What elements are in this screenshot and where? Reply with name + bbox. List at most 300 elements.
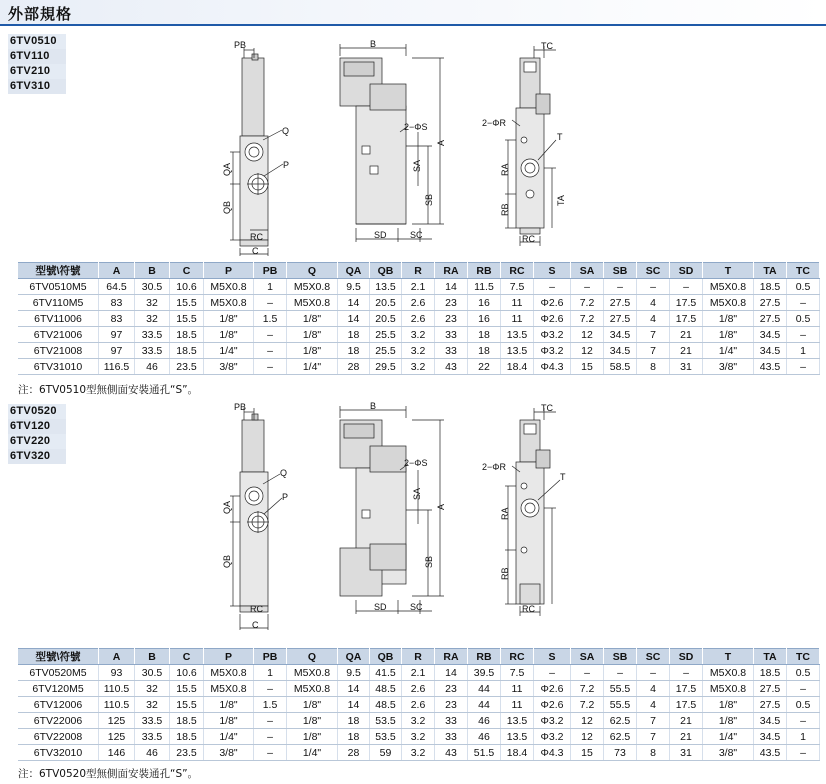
model-label: 6TV120 [8, 419, 66, 434]
column-header: P [204, 263, 254, 279]
model-cell: 6TV22008 [18, 729, 99, 745]
value-cell: 58.5 [604, 359, 637, 375]
value-cell: 17.5 [670, 681, 703, 697]
model-label: 6TV0510 [8, 34, 66, 49]
value-cell: 110.5 [99, 697, 135, 713]
value-cell: 4 [637, 311, 670, 327]
value-cell: 28 [338, 745, 370, 761]
header-divider [0, 24, 826, 26]
column-header: SC [637, 263, 670, 279]
column-header: C [170, 649, 204, 665]
value-cell: M5X0.8 [703, 295, 754, 311]
value-cell: M5X0.8 [204, 279, 254, 295]
value-cell: 15 [571, 745, 604, 761]
value-cell: 7.2 [571, 295, 604, 311]
value-cell: 11 [501, 311, 534, 327]
value-cell: 32 [135, 697, 170, 713]
model-cell: 6TV32010 [18, 745, 99, 761]
value-cell: Φ2.6 [534, 681, 571, 697]
value-cell: 29.5 [370, 359, 402, 375]
table-row [18, 665, 820, 681]
value-cell: 1/8" [287, 327, 338, 343]
value-cell: 1/8" [204, 713, 254, 729]
table-header-row [18, 649, 820, 665]
value-cell: 7 [637, 343, 670, 359]
value-cell: 62.5 [604, 729, 637, 745]
value-cell: 1/8" [287, 311, 338, 327]
value-cell: – [534, 279, 571, 295]
value-cell: 16 [468, 295, 501, 311]
value-cell: Φ3.2 [534, 729, 571, 745]
dim-label-a: A [436, 139, 446, 146]
dim-label-s: 2−ΦS [404, 122, 428, 132]
dim-label-rc: RC [250, 604, 263, 614]
value-cell: 34.5 [604, 327, 637, 343]
value-cell: 8 [637, 359, 670, 375]
value-cell: M5X0.8 [287, 665, 338, 681]
value-cell: 14 [338, 681, 370, 697]
value-cell: – [670, 665, 703, 681]
dim-label-q: Q [280, 468, 288, 478]
value-cell: 2.6 [402, 681, 435, 697]
value-cell: 32 [135, 311, 170, 327]
column-header: Q [287, 649, 338, 665]
column-header: PB [254, 263, 287, 279]
value-cell: 23 [435, 697, 468, 713]
dim-label-qb: QB [222, 200, 232, 214]
value-cell: 46 [468, 729, 501, 745]
column-header: RC [501, 263, 534, 279]
value-cell: 1/4" [287, 359, 338, 375]
value-cell: 1/8" [703, 697, 754, 713]
value-cell: 18.5 [170, 713, 204, 729]
value-cell: 73 [604, 745, 637, 761]
value-cell: M5X0.8 [703, 665, 754, 681]
column-header: QA [338, 649, 370, 665]
value-cell: 1/8" [703, 713, 754, 729]
column-header: RB [468, 263, 501, 279]
value-cell: 43 [435, 359, 468, 375]
value-cell: 18 [468, 343, 501, 359]
dim-label-b: B [370, 401, 377, 411]
value-cell: 125 [99, 713, 135, 729]
table-row [18, 311, 820, 327]
table-body [18, 279, 820, 375]
section-header [0, 0, 826, 26]
value-cell: 33.5 [135, 327, 170, 343]
value-cell: 39.5 [468, 665, 501, 681]
value-cell: 0.5 [787, 311, 820, 327]
column-header: TA [754, 649, 787, 665]
value-cell: 62.5 [604, 713, 637, 729]
model-cell: 6TV0520M5 [18, 665, 99, 681]
table-row [18, 697, 820, 713]
value-cell: 13.5 [501, 713, 534, 729]
column-header: PB [254, 649, 287, 665]
value-cell: 33 [435, 729, 468, 745]
value-cell: 8 [637, 745, 670, 761]
table-body [18, 665, 820, 761]
value-cell: 23 [435, 311, 468, 327]
coil-housing [242, 58, 264, 136]
column-header: TA [754, 263, 787, 279]
column-header: B [135, 649, 170, 665]
value-cell: 3/8" [204, 359, 254, 375]
dim-label-sa: SA [412, 487, 422, 500]
value-cell: 43.5 [754, 359, 787, 375]
value-cell: 14 [338, 311, 370, 327]
value-cell: 3.2 [402, 343, 435, 359]
value-cell: 7 [637, 729, 670, 745]
dim-label-sc: SC [410, 602, 423, 612]
value-cell: 2.1 [402, 665, 435, 681]
value-cell: 1/8" [703, 311, 754, 327]
value-cell: 20.5 [370, 311, 402, 327]
dim-label-rc-end: RC [522, 234, 535, 244]
value-cell: 7.2 [571, 697, 604, 713]
value-cell: 46 [135, 745, 170, 761]
value-cell: 64.5 [99, 279, 135, 295]
model-cell: 6TV110M5 [18, 295, 99, 311]
value-cell: 1/8" [287, 729, 338, 745]
value-cell: 20.5 [370, 295, 402, 311]
value-cell: 1/4" [703, 729, 754, 745]
table-row [18, 279, 820, 295]
value-cell: – [254, 713, 287, 729]
value-cell: 83 [99, 311, 135, 327]
page-title: 外部規格 [8, 5, 73, 23]
value-cell: 34.5 [754, 729, 787, 745]
value-cell: 17.5 [670, 311, 703, 327]
value-cell: 17.5 [670, 295, 703, 311]
value-cell: 13.5 [370, 279, 402, 295]
value-cell: 59 [370, 745, 402, 761]
value-cell: 43.5 [754, 745, 787, 761]
port-q-circle [245, 143, 263, 161]
dim-label-ra: RA [500, 507, 510, 520]
value-cell: 43 [435, 745, 468, 761]
dim-label-r: 2−ΦR [482, 462, 506, 472]
value-cell: 18 [338, 327, 370, 343]
dim-label-b: B [370, 39, 377, 49]
value-cell: 10.6 [170, 665, 204, 681]
value-cell: 27.5 [754, 681, 787, 697]
value-cell: – [534, 665, 571, 681]
value-cell: 30.5 [135, 665, 170, 681]
value-cell: 23.5 [170, 359, 204, 375]
value-cell: 3.2 [402, 359, 435, 375]
value-cell: 11 [501, 697, 534, 713]
value-cell: 1/8" [287, 713, 338, 729]
value-cell: 51.5 [468, 745, 501, 761]
model-label: 6TV220 [8, 434, 66, 449]
value-cell: 1/4" [287, 745, 338, 761]
value-cell: 18.4 [501, 359, 534, 375]
spec-table-2 [18, 648, 820, 761]
value-cell: 44 [468, 697, 501, 713]
value-cell: 97 [99, 327, 135, 343]
value-cell: 3.2 [402, 745, 435, 761]
value-cell: – [787, 745, 820, 761]
value-cell: – [787, 359, 820, 375]
value-cell: 1 [787, 729, 820, 745]
model-label: 6TV310 [8, 79, 66, 94]
value-cell: – [604, 279, 637, 295]
technical-drawing-2 [0, 400, 826, 640]
value-cell: 18 [468, 327, 501, 343]
value-cell: 3.2 [402, 327, 435, 343]
value-cell: 55.5 [604, 697, 637, 713]
dim-label-c: C [252, 620, 259, 630]
value-cell: Φ2.6 [534, 697, 571, 713]
value-cell: 12 [571, 713, 604, 729]
value-cell: 3.2 [402, 713, 435, 729]
column-header: R [402, 649, 435, 665]
column-header: R [402, 263, 435, 279]
value-cell: 33.5 [135, 713, 170, 729]
value-cell: 21 [670, 729, 703, 745]
value-cell: 18.5 [170, 327, 204, 343]
value-cell: Φ2.6 [534, 311, 571, 327]
value-cell: 15.5 [170, 681, 204, 697]
value-cell: 46 [135, 359, 170, 375]
value-cell: 33.5 [135, 729, 170, 745]
model-label: 6TV0520 [8, 404, 66, 419]
value-cell: 116.5 [99, 359, 135, 375]
value-cell: Φ3.2 [534, 327, 571, 343]
dim-label-sb: SB [424, 193, 434, 206]
column-header: 型號\符號 [18, 263, 99, 279]
value-cell: 0.5 [787, 279, 820, 295]
value-cell: 53.5 [370, 713, 402, 729]
value-cell: 1/4" [703, 343, 754, 359]
model-cell: 6TV21008 [18, 343, 99, 359]
value-cell: 46 [468, 713, 501, 729]
column-header: SA [571, 263, 604, 279]
value-cell: 11 [501, 681, 534, 697]
dim-label-s: 2−ΦS [404, 458, 428, 468]
value-cell: 9.5 [338, 665, 370, 681]
model-cell: 6TV0510M5 [18, 279, 99, 295]
dim-label-a: A [436, 503, 446, 510]
value-cell: 16 [468, 311, 501, 327]
value-cell: 1/8" [204, 311, 254, 327]
column-header: QB [370, 263, 402, 279]
value-cell: 13.5 [501, 729, 534, 745]
value-cell: 4 [637, 681, 670, 697]
column-header: SB [604, 649, 637, 665]
value-cell: 30.5 [135, 279, 170, 295]
column-header: Q [287, 263, 338, 279]
value-cell: 2.6 [402, 295, 435, 311]
value-cell: 9.5 [338, 279, 370, 295]
value-cell: – [254, 295, 287, 311]
value-cell: 31 [670, 359, 703, 375]
value-cell: – [254, 359, 287, 375]
dim-label-t: T [557, 132, 563, 142]
spec-table-1 [18, 262, 820, 375]
value-cell: M5X0.8 [287, 295, 338, 311]
value-cell: – [604, 665, 637, 681]
dim-label-tc: TC [541, 403, 553, 413]
value-cell: 15.5 [170, 311, 204, 327]
value-cell: 0.5 [787, 665, 820, 681]
value-cell: M5X0.8 [287, 681, 338, 697]
value-cell: 23 [435, 295, 468, 311]
value-cell: 15 [571, 359, 604, 375]
value-cell: 1/4" [204, 729, 254, 745]
value-cell: 33 [435, 327, 468, 343]
column-header: T [703, 263, 754, 279]
value-cell: 33 [435, 343, 468, 359]
value-cell: 27.5 [604, 295, 637, 311]
column-header: QA [338, 263, 370, 279]
value-cell: – [254, 327, 287, 343]
value-cell: 34.5 [754, 327, 787, 343]
value-cell: 21 [670, 327, 703, 343]
table-row [18, 343, 820, 359]
value-cell: 15.5 [170, 295, 204, 311]
value-cell: 1 [254, 279, 287, 295]
value-cell: 27.5 [754, 311, 787, 327]
value-cell: – [637, 279, 670, 295]
value-cell: 93 [99, 665, 135, 681]
value-cell: M5X0.8 [703, 279, 754, 295]
value-cell: 1/8" [287, 697, 338, 713]
table-row [18, 729, 820, 745]
value-cell: 83 [99, 295, 135, 311]
value-cell: 18 [338, 729, 370, 745]
value-cell: 18.5 [754, 279, 787, 295]
dim-label-tc: TC [541, 41, 553, 51]
table-row [18, 359, 820, 375]
model-label: 6TV320 [8, 449, 66, 464]
model-cell: 6TV22006 [18, 713, 99, 729]
value-cell: 22 [468, 359, 501, 375]
value-cell: M5X0.8 [204, 681, 254, 697]
value-cell: – [254, 729, 287, 745]
value-cell: 14 [338, 295, 370, 311]
value-cell: 13.5 [501, 343, 534, 359]
value-cell: 14 [435, 665, 468, 681]
dim-label-qa: QA [222, 162, 232, 176]
value-cell: 2.6 [402, 697, 435, 713]
column-header: RC [501, 649, 534, 665]
column-header: QB [370, 649, 402, 665]
value-cell: 18 [338, 343, 370, 359]
model-cell: 6TV21006 [18, 327, 99, 343]
value-cell: 1/8" [204, 327, 254, 343]
value-cell: 11 [501, 295, 534, 311]
dim-label-sc: SC [410, 230, 423, 240]
column-header: SD [670, 649, 703, 665]
column-header: RB [468, 649, 501, 665]
dim-label-c: C [252, 246, 259, 256]
dim-label-qb: QB [222, 554, 232, 568]
value-cell: 7.2 [571, 681, 604, 697]
dim-label-sb: SB [424, 555, 434, 568]
value-cell: Φ3.2 [534, 343, 571, 359]
value-cell: 1 [787, 343, 820, 359]
value-cell: – [254, 343, 287, 359]
value-cell: 33 [435, 713, 468, 729]
value-cell: 11.5 [468, 279, 501, 295]
column-header: A [99, 263, 135, 279]
column-header: SA [571, 649, 604, 665]
table-row [18, 713, 820, 729]
value-cell: 28 [338, 359, 370, 375]
value-cell: – [571, 279, 604, 295]
dim-label-rb: RB [500, 567, 510, 580]
dim-label-ta: TA [556, 195, 566, 206]
value-cell: 32 [135, 295, 170, 311]
column-header: TC [787, 649, 820, 665]
dim-label-ra: RA [500, 163, 510, 176]
table-header-row [18, 263, 820, 279]
dim-label-rb: RB [500, 203, 510, 216]
value-cell: 1.5 [254, 311, 287, 327]
footnote: 注：6TV0510型無側面安裝通孔“S”。 [18, 384, 199, 396]
dim-label-rc: RC [250, 232, 263, 242]
value-cell: Φ4.3 [534, 359, 571, 375]
column-header: S [534, 263, 571, 279]
value-cell: 34.5 [754, 713, 787, 729]
value-cell: M5X0.8 [204, 295, 254, 311]
value-cell: 3/8" [204, 745, 254, 761]
column-header: SC [637, 649, 670, 665]
value-cell: 125 [99, 729, 135, 745]
column-header: RA [435, 263, 468, 279]
value-cell: 12 [571, 343, 604, 359]
value-cell: – [787, 327, 820, 343]
value-cell: Φ4.3 [534, 745, 571, 761]
value-cell: 1/4" [204, 343, 254, 359]
value-cell: 21 [670, 343, 703, 359]
value-cell: 0.5 [787, 697, 820, 713]
model-label: 6TV210 [8, 64, 66, 79]
value-cell: 3.2 [402, 729, 435, 745]
model-cell: 6TV11006 [18, 311, 99, 327]
value-cell: 34.5 [754, 343, 787, 359]
column-header: A [99, 649, 135, 665]
footnote: 注：6TV0520型無側面安裝通孔“S”。 [18, 768, 199, 780]
value-cell: – [787, 295, 820, 311]
dim-label-pb: PB [234, 40, 247, 50]
technical-drawing-1 [0, 36, 826, 258]
value-cell: – [254, 745, 287, 761]
value-cell: 12 [571, 729, 604, 745]
column-header: RA [435, 649, 468, 665]
value-cell: 97 [99, 343, 135, 359]
table-row [18, 745, 820, 761]
value-cell: – [571, 665, 604, 681]
value-cell: 13.5 [501, 327, 534, 343]
value-cell: 7.5 [501, 665, 534, 681]
dim-label-sd: SD [374, 230, 387, 240]
value-cell: 31 [670, 745, 703, 761]
value-cell: Φ2.6 [534, 295, 571, 311]
dim-label-q: Q [282, 126, 290, 136]
column-header: C [170, 263, 204, 279]
value-cell: M5X0.8 [287, 279, 338, 295]
table-row [18, 681, 820, 697]
value-cell: 25.5 [370, 343, 402, 359]
column-header: 型號\符號 [18, 649, 99, 665]
model-cell: 6TV12006 [18, 697, 99, 713]
value-cell: M5X0.8 [204, 665, 254, 681]
value-cell: 3/8" [703, 745, 754, 761]
dim-label-p: P [282, 492, 289, 502]
